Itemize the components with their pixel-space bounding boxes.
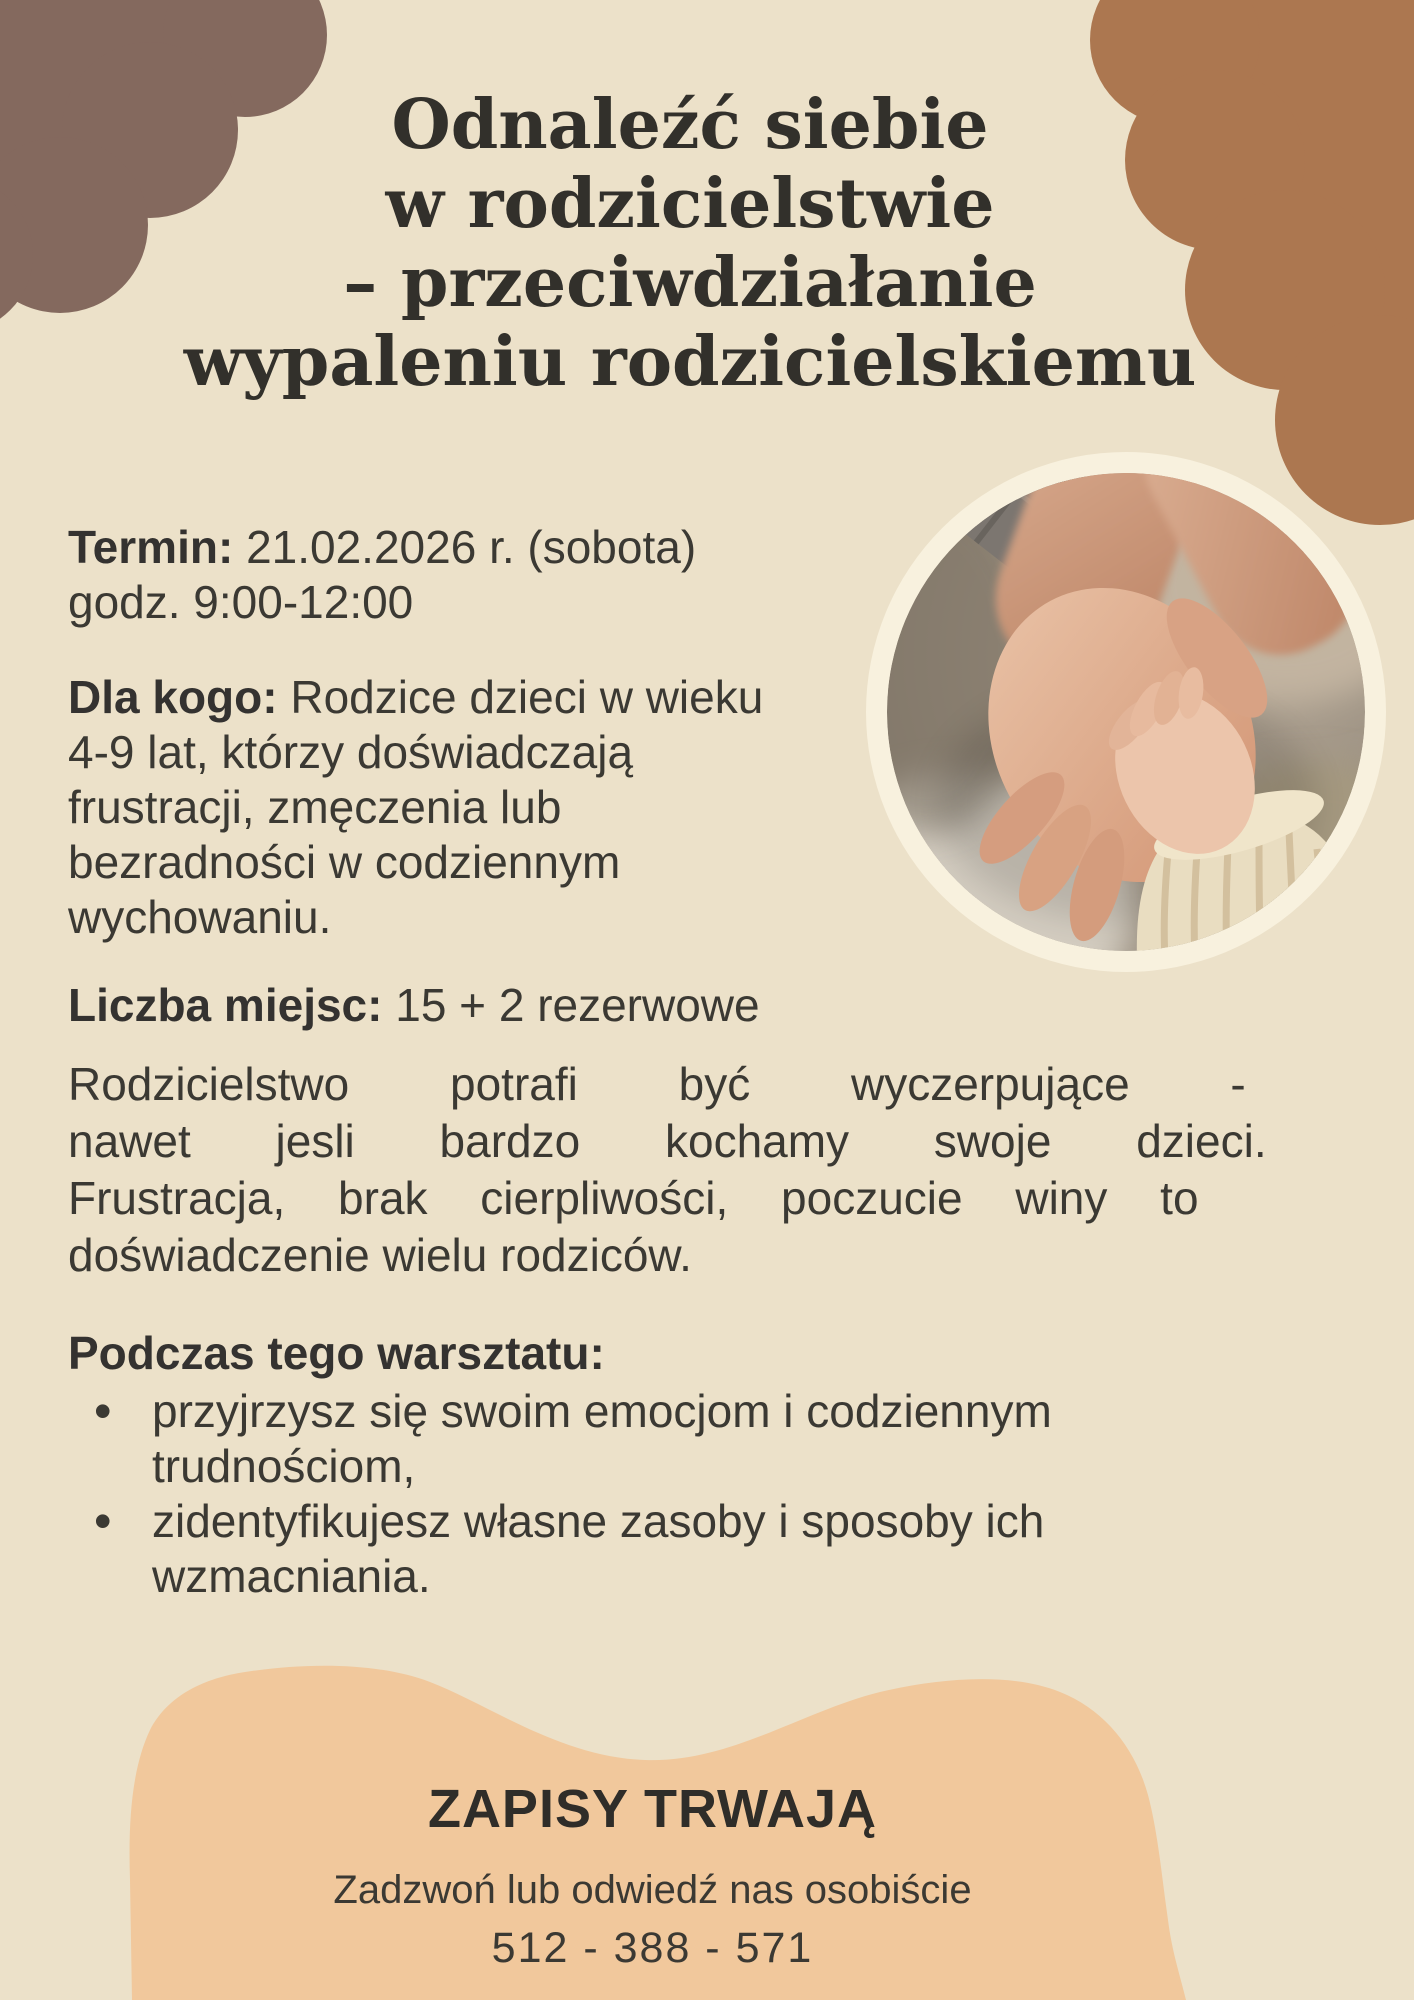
title-line: w rodzicielstwie [385, 164, 995, 244]
bullet-line: trudnościom, [152, 1440, 416, 1492]
audience-line: frustracji, zmęczenia lub [68, 781, 562, 833]
seats-value: 15 + 2 rezerwowe [395, 979, 760, 1031]
title-line: wypaleniu rodzicielskiemu [183, 322, 1197, 402]
list-item [94, 1384, 1334, 1494]
bullet-line: przyjrzysz się swoim emocjom i codziennym [152, 1385, 1052, 1437]
termin-date: 21.02.2026 r. (sobota) [246, 521, 697, 573]
paragraph-line: Rodzicielstwo potrafi być wyczerpujące - [68, 1058, 1246, 1110]
title-line: – przeciwdziałanie [343, 243, 1037, 323]
paragraph-line: Frustracja, brak cierpliwości, poczucie winy to [68, 1172, 1199, 1224]
date-time-section [68, 520, 696, 630]
intro-paragraph [68, 1056, 1346, 1284]
phone-number: 512 - 388 - 571 [491, 1924, 814, 1972]
audience-text: Rodzice dzieci w wieku [290, 671, 764, 723]
audience-section [68, 670, 828, 945]
audience-line [68, 670, 828, 725]
audience-line: bezradności w codziennym [68, 836, 621, 888]
termin-label: Termin: [68, 521, 234, 573]
signup-heading: ZAPISY TRWAJĄ [427, 1779, 878, 1839]
seats-label: Liczba miejsc: [68, 979, 383, 1031]
bullet-line: wzmacniania. [152, 1550, 431, 1602]
workshop-bullet-list [94, 1384, 1334, 1604]
bullet-text [152, 1384, 1334, 1494]
signup-subtitle: Zadzwoń lub odwiedź nas osobiście [333, 1868, 972, 1912]
workshop-heading: Podczas tego warsztatu: [68, 1327, 605, 1379]
list-item [94, 1494, 1334, 1604]
seats-section [68, 978, 760, 1033]
title-line: Odnaleźć siebie [391, 85, 989, 165]
paragraph-line: nawet jesli bardzo kochamy swoje dzieci. [68, 1115, 1267, 1167]
audience-label: Dla kogo: [68, 671, 278, 723]
audience-line: wychowaniu. [68, 891, 332, 943]
audience-line: 4-9 lat, którzy doświadczają [68, 726, 634, 778]
hands-photo [887, 473, 1365, 951]
photo-circle-frame [866, 452, 1386, 972]
page-title [0, 86, 1380, 402]
bullet-line: zidentyfikujesz własne zasoby i sposoby ich [152, 1495, 1045, 1547]
bullet-text [152, 1494, 1334, 1604]
paragraph-line: doświadczenie wielu rodziców. [68, 1229, 692, 1281]
bullet-dot: • [94, 1383, 112, 1439]
termin-line [68, 520, 696, 575]
termin-time: godz. 9:00-12:00 [68, 576, 414, 628]
bullet-dot: • [94, 1493, 112, 1549]
